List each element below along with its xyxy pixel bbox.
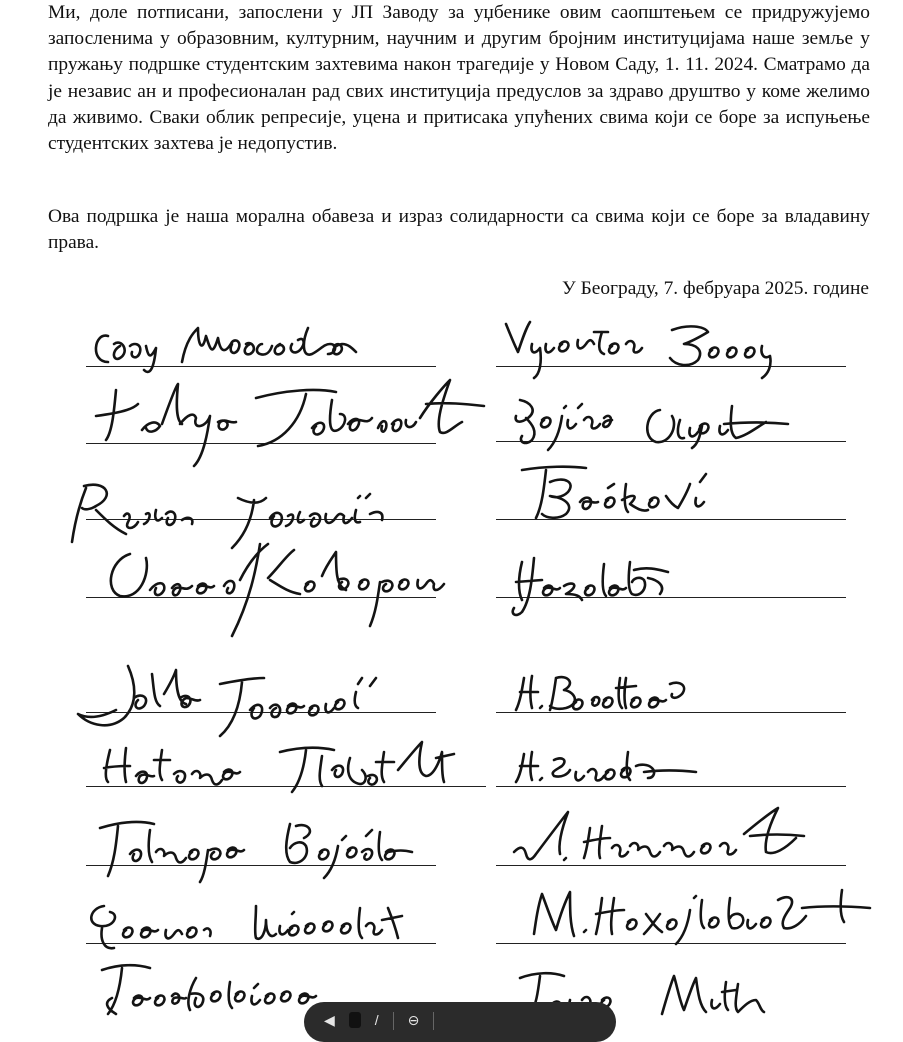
zoom-icon[interactable]: ⊖	[407, 1012, 420, 1028]
page-separator: /	[374, 1012, 379, 1028]
toolbar-divider	[433, 1012, 434, 1030]
page-indicator-icon[interactable]: ◀	[324, 1012, 335, 1028]
signature-left-1	[86, 314, 386, 374]
signature-right-7	[506, 798, 806, 878]
place-date: У Београду, 7. фебруара 2025. године	[562, 278, 869, 299]
signature-left-6	[96, 730, 496, 800]
signature-right-5	[510, 664, 710, 720]
signature-right-6	[510, 742, 710, 792]
page-number-box[interactable]	[349, 1012, 361, 1028]
toolbar-divider	[393, 1012, 394, 1030]
viewer-toolbar[interactable]	[304, 1002, 616, 1042]
signature-right-8	[526, 880, 886, 950]
signature-left-9	[86, 958, 326, 1024]
signature-left-8	[80, 890, 440, 960]
signature-right-4	[508, 548, 688, 628]
solidarity-paragraph: Ова подршка је наша морална обавеза и израз солидарности са свима који се боре за владавину права.	[48, 206, 870, 254]
statement-paragraph: Ми, доле потписани, запослени у ЈП Заводу за уџбенике овим саопштењем се придружујемо запосленима у образовним, културним, научним и другим бројним институцијама наше земље у пружању подршке студентским захтевима након трагедије у Новом Саду, 1. 11. 2024. Сматрамо да је независ ан и професионалан рад свих институција предуслов за здраво друштво у коме желимо да живимо. Сваки облик репресије, уцена и притисака упућених свима који се боре за испуњење студентских захтева је недопустив.	[48, 2, 870, 155]
signature-right-2	[510, 388, 800, 454]
signature-right-1	[498, 310, 798, 380]
signature-left-4	[100, 530, 480, 640]
signature-left-2	[86, 372, 486, 472]
signature-right-3	[516, 458, 736, 528]
signature-left-7	[90, 806, 450, 886]
